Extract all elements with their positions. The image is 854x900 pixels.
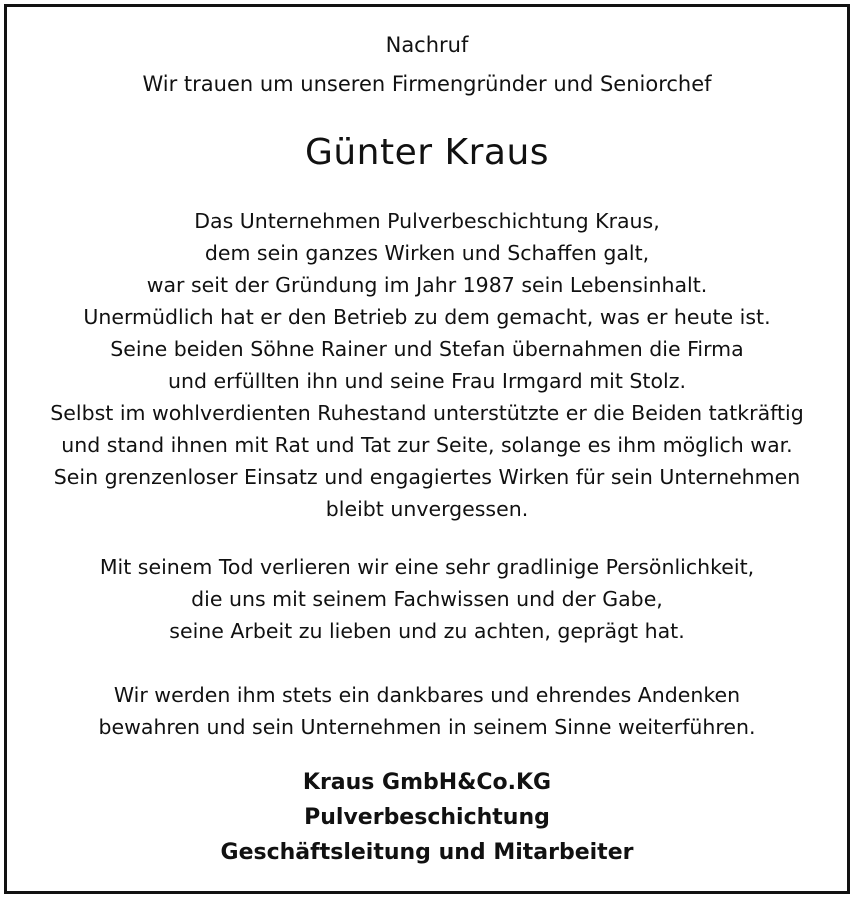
- tribute-line: bleibt unvergessen.: [325, 497, 529, 521]
- tribute-line: Mit seinem Tod verlieren wir eine sehr gradlinige Persönlichkeit,: [99, 555, 755, 579]
- tribute-line: Seine beiden Söhne Rainer und Stefan übernahmen die Firma: [110, 337, 744, 361]
- tribute-line: bewahren und sein Unternehmen in seinem Sinne weiterführen.: [98, 715, 756, 739]
- tribute-paragraph: [7, 551, 847, 647]
- tribute-line: und erfüllten ihn und seine Frau Irmgard mit Stolz.: [168, 369, 686, 393]
- signature-staff: Geschäftsleitung und Mitarbeiter: [220, 840, 634, 865]
- notice-kicker: Nachruf: [385, 33, 469, 57]
- notice-intro: Wir trauen um unseren Firmengründer und Seniorchef: [142, 72, 712, 96]
- signature-block: [7, 765, 847, 870]
- tribute-line: die uns mit seinem Fachwissen und der Gabe,: [191, 587, 663, 611]
- tribute-line: Selbst im wohlverdienten Ruhestand unterstützte er die Beiden tatkräftig: [50, 401, 804, 425]
- tribute-line: Wir werden ihm stets ein dankbares und ehrendes Andenken: [113, 683, 741, 707]
- tribute-paragraph: [7, 205, 847, 525]
- tribute-line: war seit der Gründung im Jahr 1987 sein Lebensinhalt.: [146, 273, 708, 297]
- deceased-name: Günter Kraus: [304, 132, 550, 173]
- tribute-line: Unermüdlich hat er den Betrieb zu dem gemacht, was er heute ist.: [83, 305, 771, 329]
- signature-company: Kraus GmbH&Co.KG: [302, 770, 552, 795]
- tribute-paragraph: [7, 679, 847, 743]
- signature-department: Pulverbeschichtung: [304, 805, 550, 830]
- tribute-line: Das Unternehmen Pulverbeschichtung Kraus,: [194, 209, 660, 233]
- tribute-line: dem sein ganzes Wirken und Schaffen galt,: [204, 241, 650, 265]
- tribute-line: und stand ihnen mit Rat und Tat zur Seite, solange es ihm möglich war.: [61, 433, 793, 457]
- tribute-line: Sein grenzenloser Einsatz und engagiertes Wirken für sein Unternehmen: [53, 465, 801, 489]
- tribute-line: seine Arbeit zu lieben und zu achten, geprägt hat.: [169, 619, 685, 643]
- obituary-frame: [4, 4, 850, 894]
